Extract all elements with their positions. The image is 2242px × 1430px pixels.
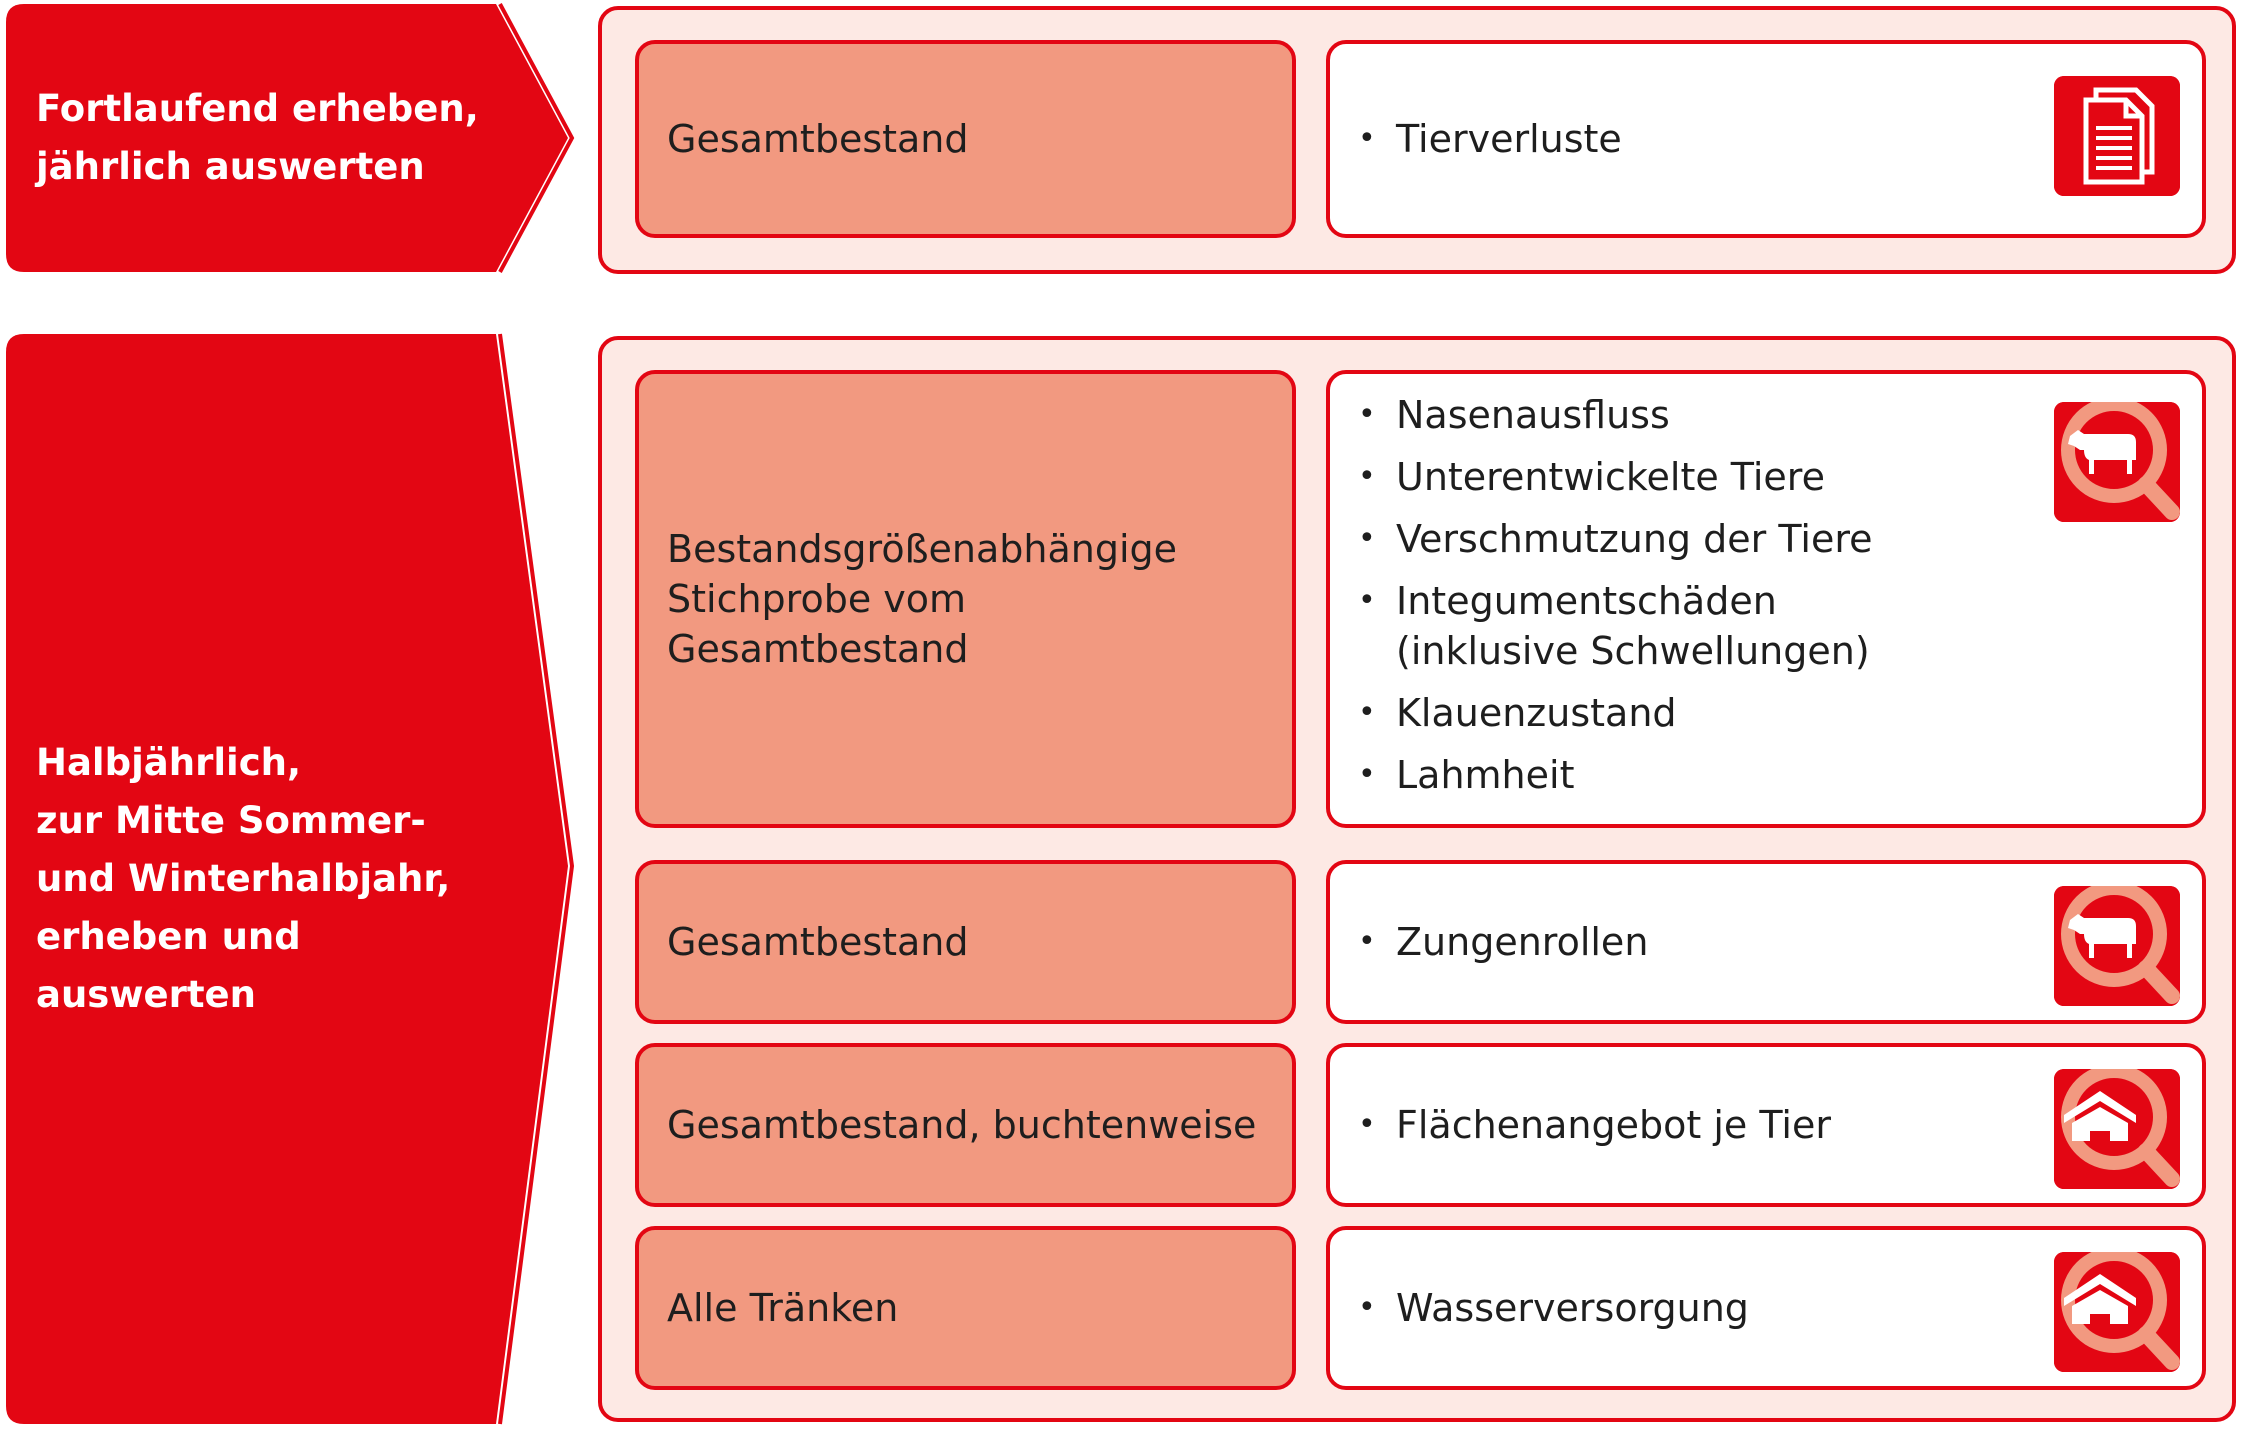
indicator-box	[1326, 860, 2206, 1024]
indicator-item: • Nasenausfluss	[1358, 390, 1872, 440]
barn-magnifier-icon	[2054, 1252, 2180, 1372]
indicator-item: • Verschmutzung der Tiere	[1358, 514, 1872, 564]
indicator-list	[1358, 44, 1622, 234]
indicator-list	[1358, 1230, 1749, 1386]
condition-box: Gesamtbestand, buchtenweise	[635, 1043, 1296, 1207]
barn-magnifier-icon	[2054, 1069, 2180, 1189]
condition-box: Alle Tränken	[635, 1226, 1296, 1390]
indicator-item: • Lahmheit	[1358, 750, 1872, 800]
indicator-item: • Tierverluste	[1358, 114, 1622, 164]
indicator-item: • Wasserversorgung	[1358, 1283, 1749, 1333]
indicator-item: • Klauenzustand	[1358, 688, 1872, 738]
indicator-list	[1358, 1047, 1831, 1203]
indicator-box	[1326, 1226, 2206, 1390]
indicator-item: • Integumentschäden (inklusive Schwellungen)	[1358, 576, 1872, 676]
indicator-item: • Unterentwickelte Tiere	[1358, 452, 1872, 502]
cow-magnifier-icon	[2054, 886, 2180, 1006]
indicator-box	[1326, 1043, 2206, 1207]
group-label-semiannual	[0, 330, 580, 1430]
indicator-box	[1326, 40, 2206, 238]
group-label-continuous	[0, 0, 580, 276]
condition-box: Gesamtbestand	[635, 860, 1296, 1024]
indicator-item: • Flächenangebot je Tier	[1358, 1100, 1831, 1150]
group-label-text: Halbjährlich, zur Mitte Sommer- und Winterhalbjahr, erheben und auswerten	[36, 741, 451, 1016]
condition-box: Bestandsgrößenabhängige Stichprobe vom Gesamtbestand	[635, 370, 1296, 828]
indicator-item: • Zungenrollen	[1358, 917, 1648, 967]
indicator-box	[1326, 370, 2206, 828]
cow-magnifier-icon	[2054, 402, 2180, 522]
indicator-list	[1358, 390, 1872, 812]
condition-box: Gesamtbestand	[635, 40, 1296, 238]
indicator-list	[1358, 864, 1648, 1020]
documents-icon	[2054, 76, 2180, 196]
group-label-text: Fortlaufend erheben, jährlich auswerten	[36, 87, 479, 188]
